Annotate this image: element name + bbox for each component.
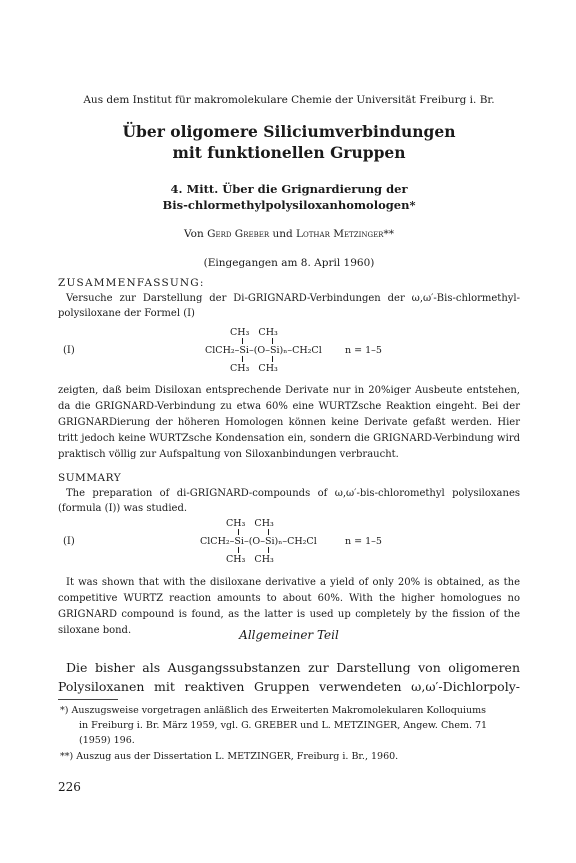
authors-prefix: Von (184, 228, 204, 240)
zusammenfassung-body-5: praktisch völlig zur Aufspaltung von Siloxanbindungen verbraucht. (58, 449, 399, 460)
authors-line (58, 228, 520, 240)
zusammenfassung-body-3: GRIGNARDierung der höheren Homologen können keine Derivate gefaßt werden. Hier (58, 417, 520, 428)
summary-body-3: GRIGNARD compound is found, as the latter is used up completely by the fission of the (58, 609, 520, 620)
zusammenfassung-intro-1: Versuche zur Darstellung der Di-GRIGNARD-Verbindungen der ω,ω′-Bis-chlormethyl- (66, 293, 520, 304)
footnote-1-line-3: (1959) 196. (79, 735, 135, 746)
summary-body-4: siloxane bond. (58, 625, 132, 636)
footnote-1-line-1: *) Auszugsweise vorgetragen anläßlich des Erweiterten Makromolekularen Kolloquiums (60, 705, 486, 716)
footnote-2: **) Auszug aus der Dissertation L. METZINGER, Freiburg i. Br., 1960. (60, 751, 399, 762)
footnote-1-line-2: in Freiburg i. Br. März 1959, vgl. G. GREBER und L. METZINGER, Angew. Chem. 71 (79, 720, 488, 731)
formula-bottom-methyls: CH₃ CH₃ (226, 554, 274, 565)
formula-top-methyls: CH₃ CH₃ (226, 518, 274, 529)
section-text-1: Die bisher als Ausgangssubstanzen zur Darstellung von oligomeren (66, 660, 520, 675)
authors-and: und (272, 228, 293, 240)
zusammenfassung-body-2: da die GRIGNARD-Verbindung zu etwa 60% eine WURTZsche Reaktion eingeht. Bei der (58, 401, 520, 412)
section-text-2: Polysiloxanen mit reaktiven Gruppen verwendeten ω,ω′-Dichlorpoly- (58, 679, 520, 694)
summary-body-2: competitive WURTZ reaction amounts to about 60%. With the higher homologues no (58, 593, 520, 604)
institute-line: Aus dem Institut für makromolekulare Chemie der Universität Freiburg i. Br. (83, 94, 495, 106)
page-number: 226 (58, 780, 81, 794)
summary-intro-2: (formula (I)) was studied. (58, 503, 188, 514)
summary-heading: SUMMARY (58, 472, 122, 484)
formula-n-range: n = 1–5 (345, 345, 382, 356)
summary-body-1: It was shown that with the disiloxane derivative a yield of only 20% is obtained, as the (66, 577, 520, 588)
zusammenfassung-heading: ZUSAMMENFASSUNG: (58, 277, 205, 289)
received-date: (Eingegangen am 8. April 1960) (203, 257, 375, 269)
formula-label: (I) (63, 536, 75, 547)
authors-suffix: ** (383, 228, 394, 240)
subtitle-line-1: 4. Mitt. Über die Grignardierung der (170, 182, 408, 196)
formula-main: ClCH₂–Si–(O–Si)ₙ–CH₂Cl (205, 345, 322, 356)
footnote-rule (58, 699, 118, 700)
summary-intro-1: The preparation of di-GRIGNARD-compounds of ω,ω′-bis-chloromethyl polysiloxanes (66, 488, 520, 499)
formula-main: ClCH₂–Si–(O–Si)ₙ–CH₂Cl (200, 536, 317, 547)
formula-bottom-methyls: CH₃ CH₃ (230, 363, 278, 374)
zusammenfassung-body-4: tritt jedoch keine WURTZsche Kondensation ein, sondern die GRIGNARD-Verbindung wird (58, 433, 520, 444)
title-line-2: mit funktionellen Gruppen (172, 143, 406, 162)
subtitle-line-2: Bis-chlormethylpolysiloxanhomologen* (162, 198, 416, 212)
zusammenfassung-intro-2: polysiloxane der Formel (I) (58, 308, 195, 319)
formula-n-range: n = 1–5 (345, 536, 382, 547)
zusammenfassung-body-1: zeigten, daß beim Disiloxan entsprechende Derivate nur in 20%iger Ausbeute entstehen, (58, 385, 520, 396)
author-2: Lothar Metzinger (296, 228, 384, 240)
formula-label: (I) (63, 345, 75, 356)
section-heading: Allgemeiner Teil (239, 628, 339, 642)
formula-top-methyls: CH₃ CH₃ (230, 327, 278, 338)
title-line-1: Über oligomere Siliciumverbindungen (122, 122, 456, 141)
author-1: Gerd Greber (207, 228, 270, 240)
